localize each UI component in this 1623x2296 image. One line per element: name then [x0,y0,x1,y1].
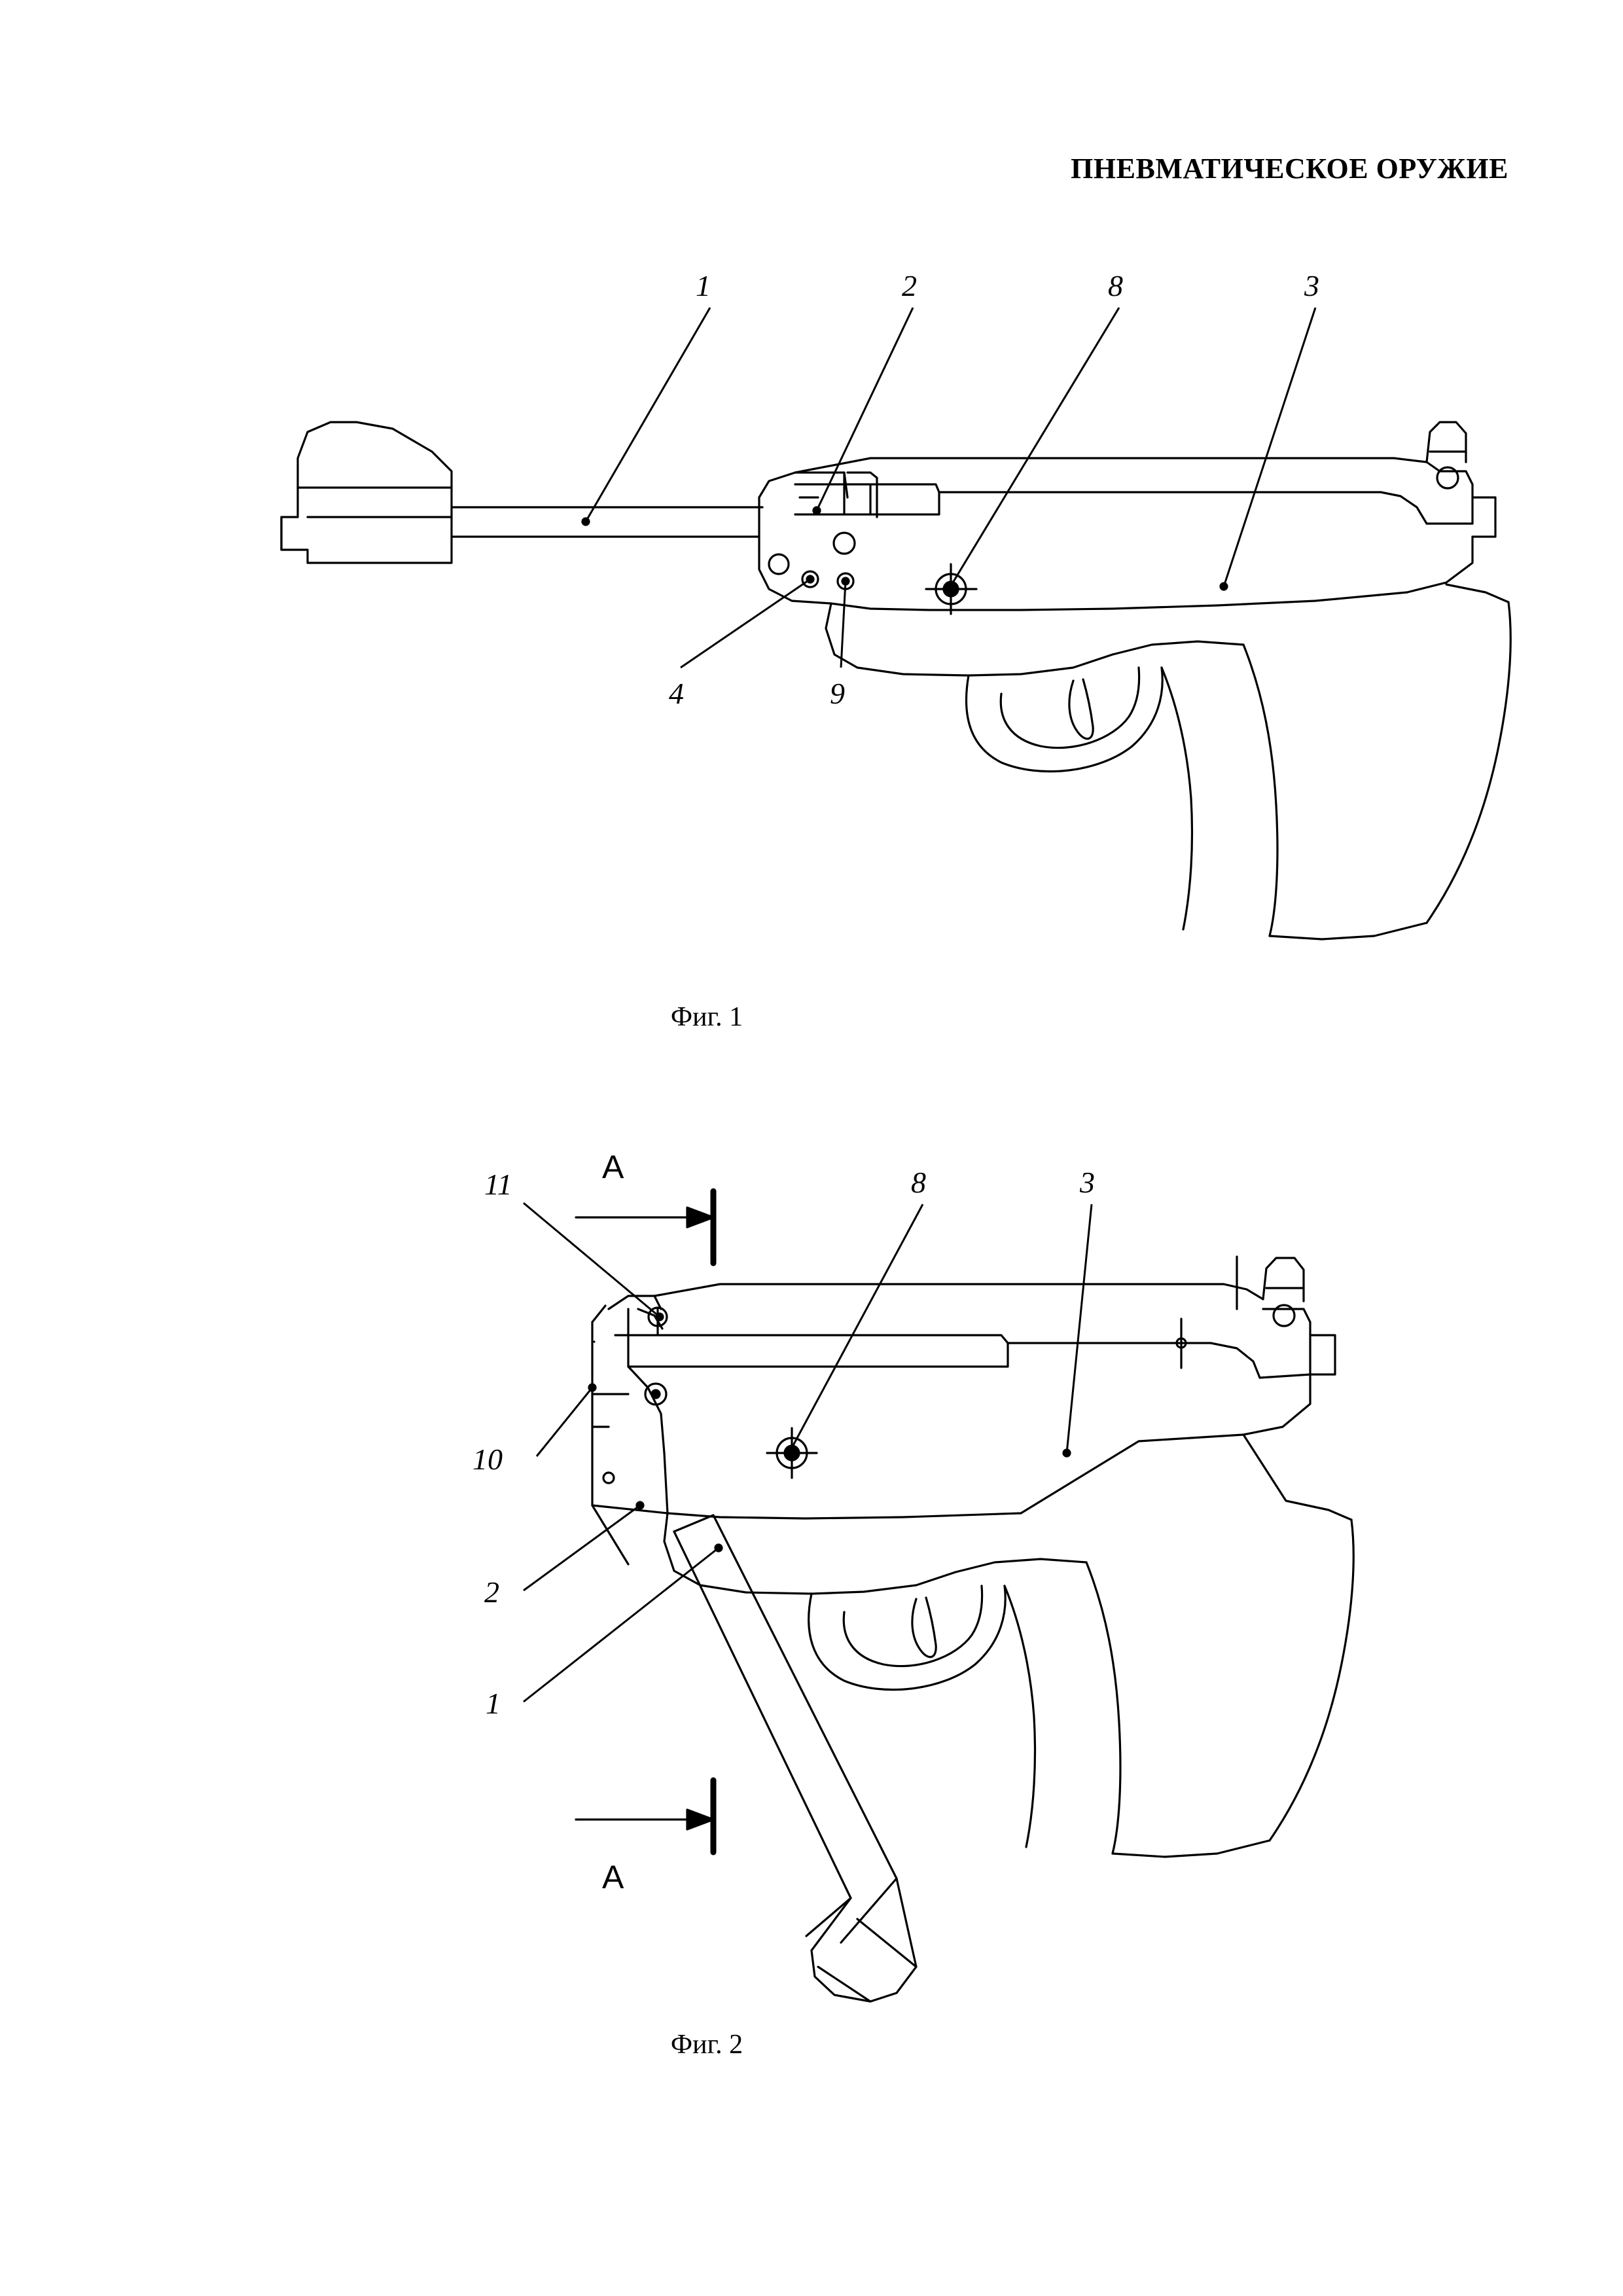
callout-label: 1 [486,1687,501,1720]
page-title: ПНЕВМАТИЧЕСКОЕ ОРУЖИЕ [1071,152,1508,185]
callout-label: 2 [902,269,917,302]
callout-label: 9 [830,677,845,710]
figure-2-drawing [0,1113,1623,2094]
leader-8 [792,1204,923,1448]
leader-8 [951,308,1119,586]
leader-4 [681,579,810,668]
leader-1 [586,308,710,522]
callout-label: 8 [911,1166,926,1199]
leader-9 [841,581,846,668]
callout-label: 10 [473,1443,503,1476]
figure-1-drawing [0,0,1623,982]
callout-label: 3 [1304,269,1319,302]
leader-3 [1224,308,1315,586]
callout-label: 4 [669,677,684,710]
leader-1 [524,1548,719,1702]
section-mark-a-bottom: A [602,1859,624,1895]
leader-2 [817,308,913,511]
leader-10 [537,1388,592,1456]
callout-label: 1 [696,269,711,302]
callout-label: 2 [484,1575,499,1609]
leader-3 [1067,1204,1092,1453]
callout-label: 11 [484,1168,512,1201]
figure-2-caption: Фиг. 2 [670,2030,743,2060]
leader-11 [524,1203,660,1317]
leader-2 [524,1505,640,1590]
callout-label: 8 [1108,269,1123,302]
figure-1-caption: Фиг. 1 [670,1002,743,1032]
callout-label: 3 [1080,1166,1095,1199]
section-mark-a-top: A [602,1149,624,1185]
